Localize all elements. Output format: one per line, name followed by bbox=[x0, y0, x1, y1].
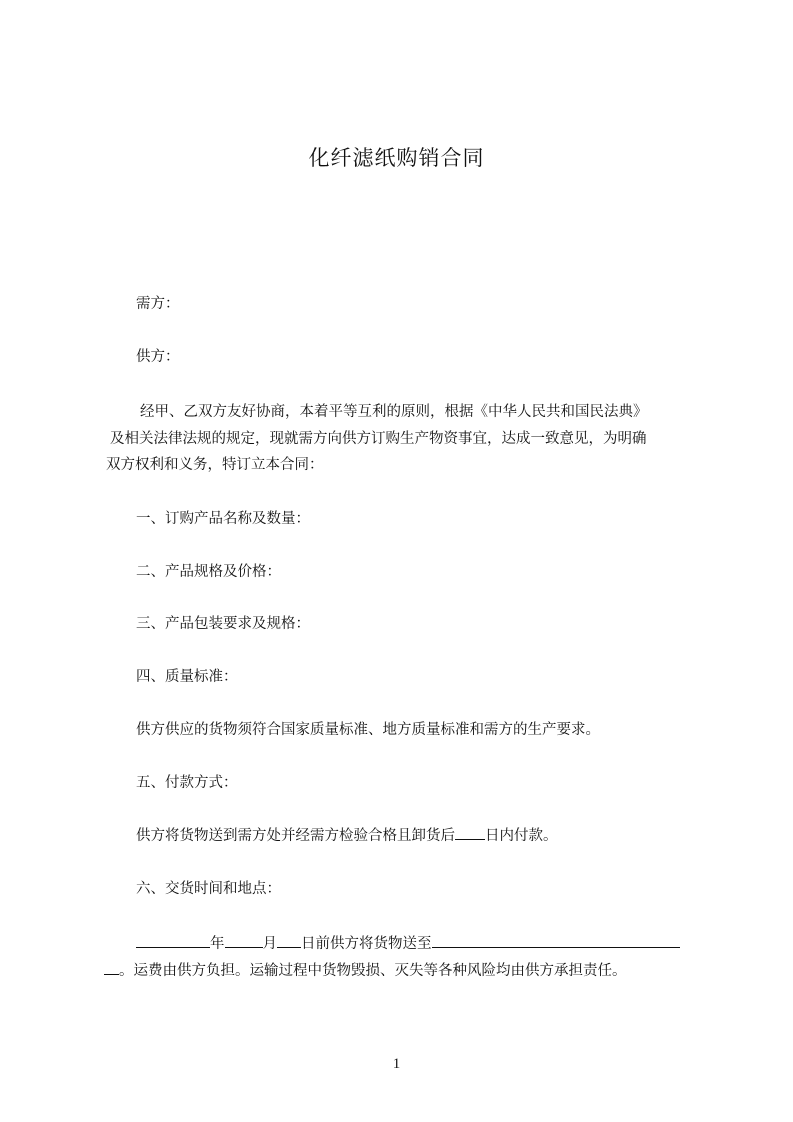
section-5-heading: 五、付款方式： bbox=[136, 775, 238, 791]
delivery-line-2 bbox=[104, 959, 627, 980]
month-blank bbox=[225, 932, 263, 948]
days-blank bbox=[455, 824, 485, 840]
section-5-text-b: 日内付款。 bbox=[485, 828, 558, 844]
delivery-line-1 bbox=[136, 932, 680, 953]
page-number: 1 bbox=[392, 1056, 401, 1072]
year-label: 年 bbox=[210, 936, 225, 952]
intro-line-3: 双方权利和义务，特订立本合同： bbox=[106, 457, 324, 473]
day-blank bbox=[277, 932, 301, 948]
section-1-heading: 一、订购产品名称及数量： bbox=[136, 511, 310, 527]
intro-line-2: 及相关法律法规的规定，现就需方向供方订购生产物资事宜，达成一致意见，为明确 bbox=[110, 431, 647, 447]
buyer-label: 需方： bbox=[136, 296, 180, 312]
delivery-day-text: 日前供方将货物送至 bbox=[301, 936, 432, 952]
year-blank bbox=[136, 932, 210, 948]
seller-label: 供方： bbox=[136, 349, 180, 365]
location-blank-continued bbox=[104, 959, 119, 975]
section-5-text bbox=[136, 824, 558, 845]
section-2-heading: 二、产品规格及价格： bbox=[136, 564, 281, 580]
section-6-heading: 六、交货时间和地点： bbox=[136, 881, 281, 897]
location-blank bbox=[432, 932, 680, 948]
page-title: 化纤滤纸购销合同 bbox=[308, 146, 485, 170]
section-5-text-a: 供方将货物送到需方处并经需方检验合格且卸货后 bbox=[136, 828, 455, 844]
section-4-text: 供方供应的货物须符合国家质量标准、地方质量标准和需方的生产要求。 bbox=[136, 722, 600, 738]
month-label: 月 bbox=[262, 936, 277, 952]
section-4-heading: 四、质量标准： bbox=[136, 669, 238, 685]
section-3-heading: 三、产品包装要求及规格： bbox=[136, 616, 310, 632]
intro-line-1: 经甲、乙双方友好协商，本着平等互利的原则，根据《中华人民共和国民法典》 bbox=[140, 404, 648, 420]
delivery-terms: 。运费由供方负担。运输过程中货物毁损、灭失等各种风险均由供方承担责任。 bbox=[119, 963, 627, 979]
